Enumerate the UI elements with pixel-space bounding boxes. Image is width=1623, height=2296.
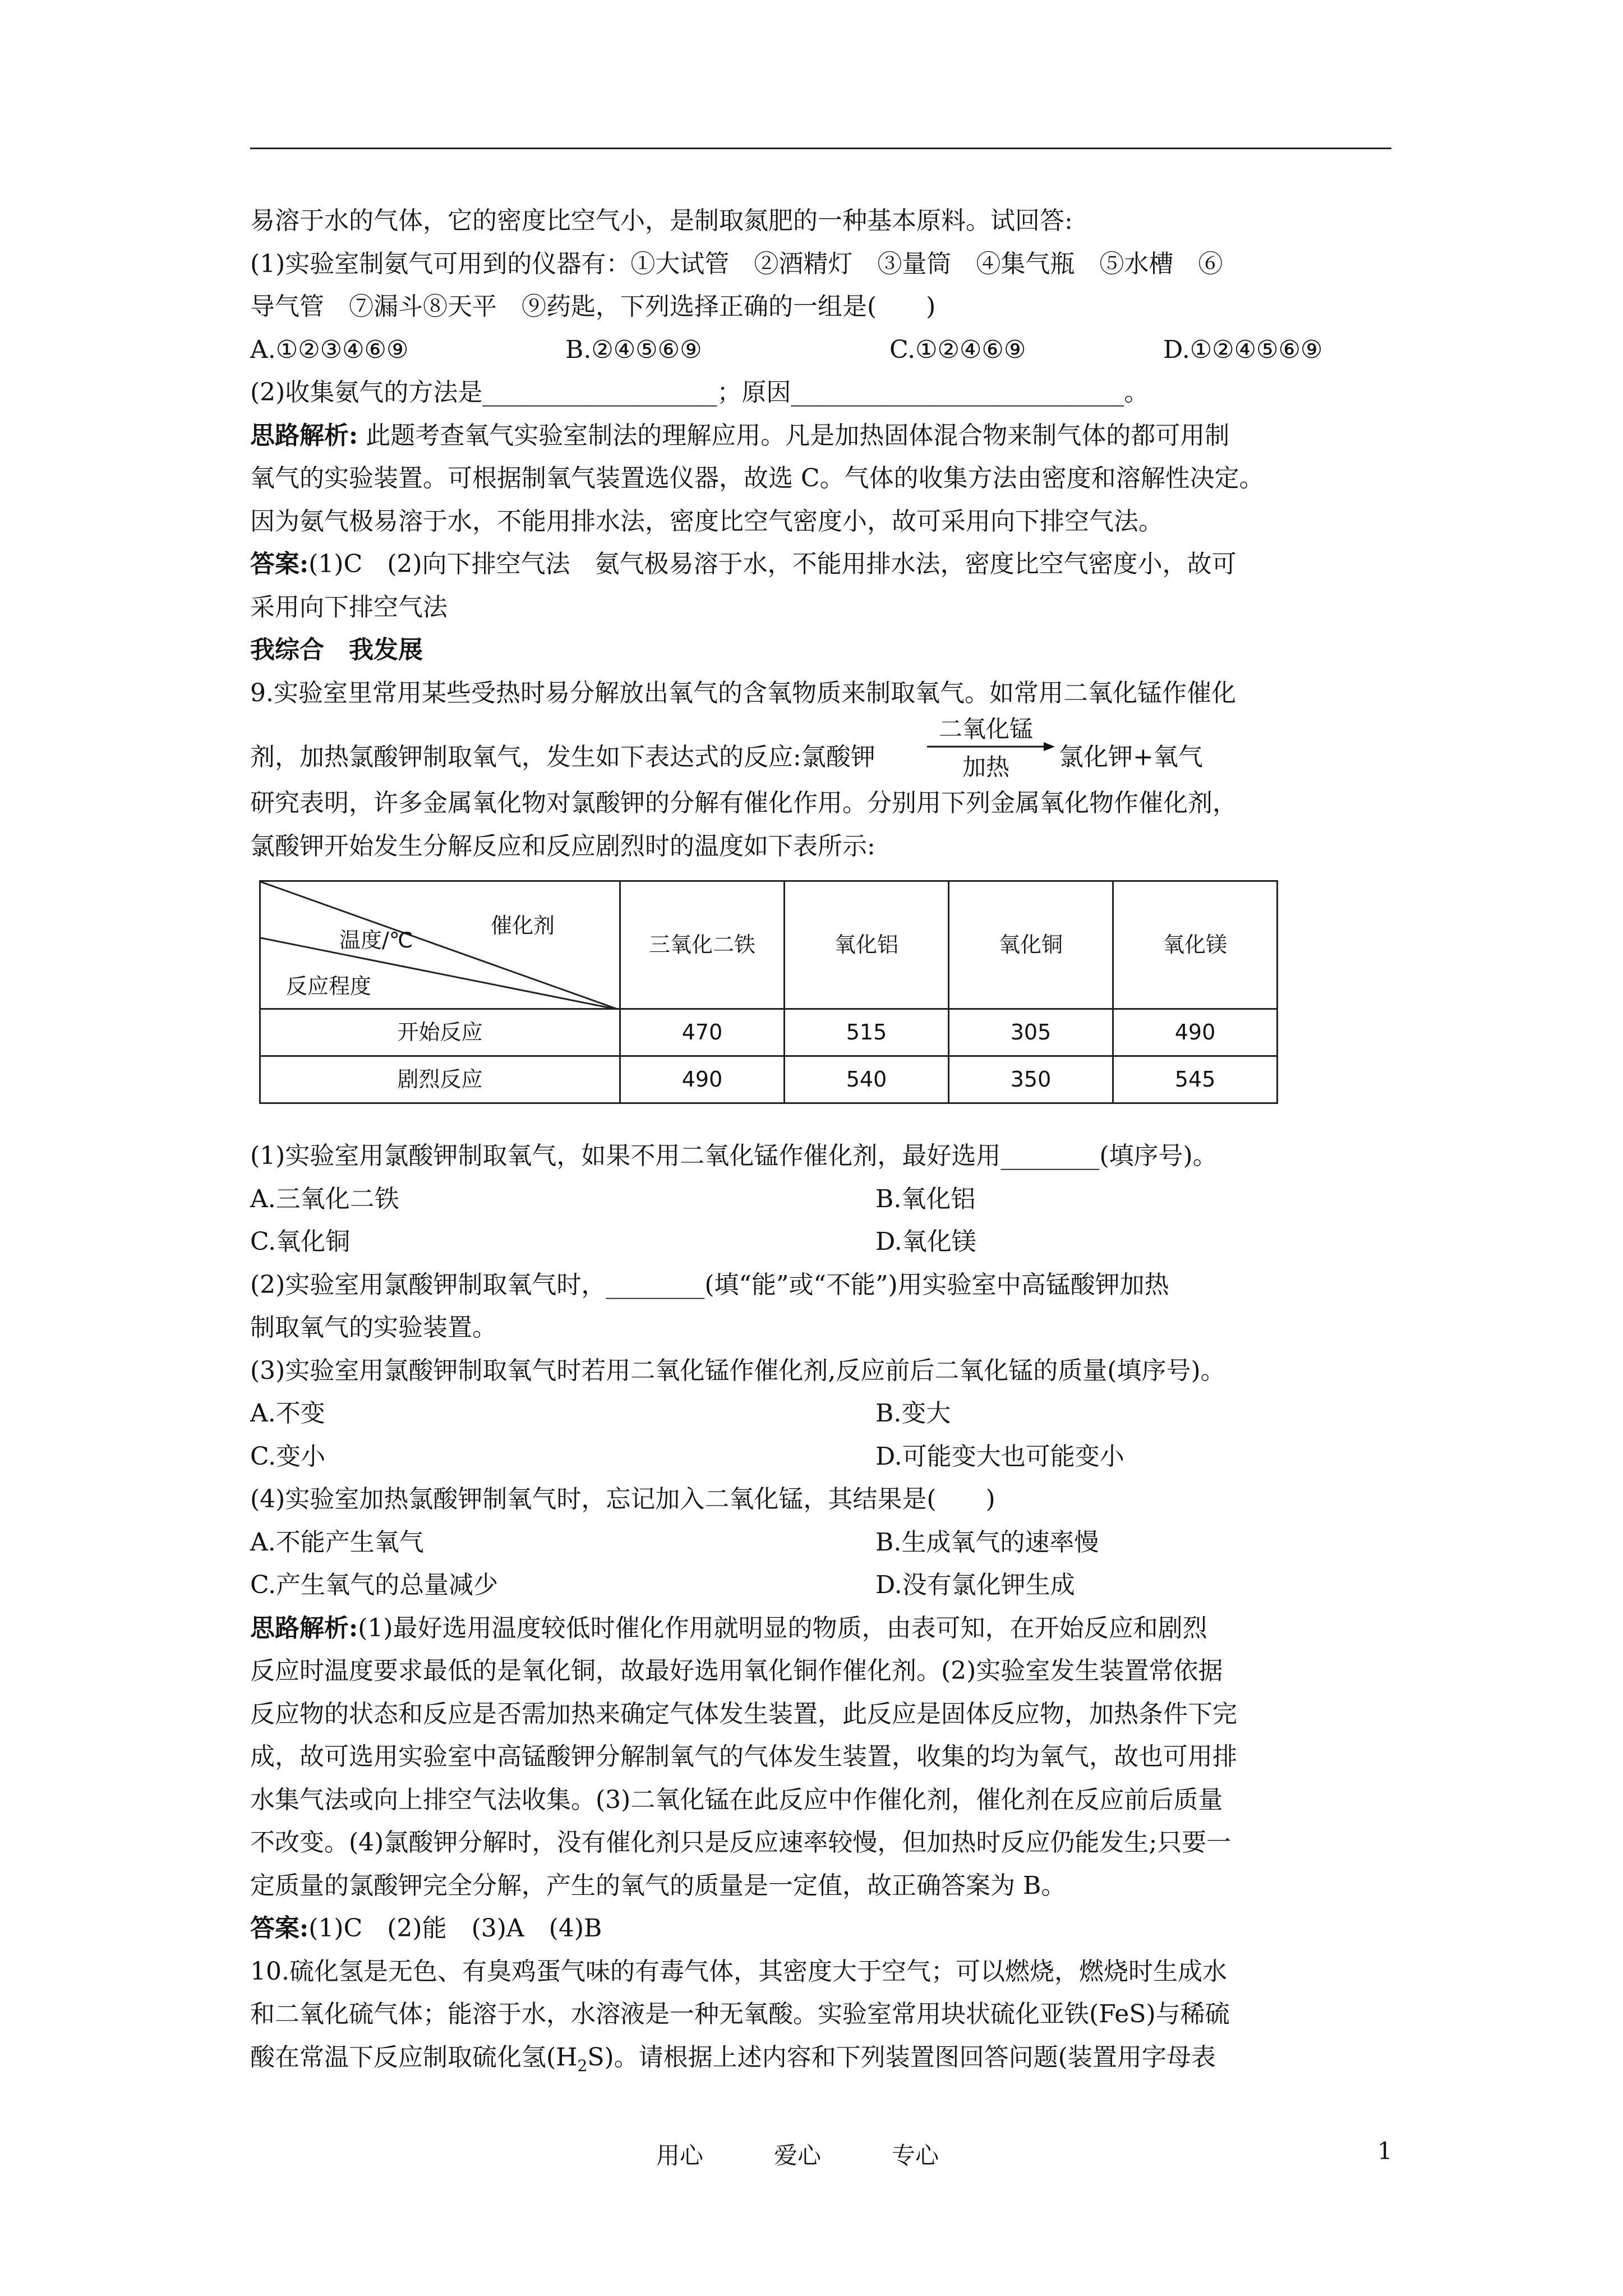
equation-product: 氯化钾+氧气 (1059, 743, 1203, 771)
answer-label: 答案: (250, 550, 309, 578)
q9-part2: (2)实验室用氯酸钾制取氧气时，________(填“能”或“不能”)用实验室中高锰酸钾加热 (250, 1270, 1169, 1299)
q9-part2: 制取氧气的实验装置。 (250, 1313, 497, 1342)
answer-line: 采用向下排空气法 (250, 592, 448, 622)
analysis-line: 水集气法或向上排空气法收集。(3)二氧化锰在此反应中作催化剂，催化剂在反应前后质量 (250, 1785, 1223, 1814)
reaction-arrow (927, 715, 1056, 782)
analysis-line: 思路解析: 此题考查氧气实验室制法的理解应用。凡是加热固体混合物来制气体的都可用制 (250, 421, 1230, 450)
column-header: 氧化铝 (785, 881, 949, 1009)
analysis-line: 不改变。(4)氯酸钾分解时，没有催化剂只是反应速率较慢，但加热时反应仍能发生;只要一 (250, 1828, 1232, 1857)
option-c: C.①②④⑥⑨ (889, 335, 1026, 364)
column-header: 三氧化二铁 (620, 881, 785, 1009)
analysis-line: 氧气的实验装置。可根据制氧气装置选仪器，故选 C。气体的收集方法由密度和溶解性决定。 (250, 464, 1264, 493)
header-rule (250, 148, 1391, 149)
option-row: C.变小 D.可能变大也可能变小 (250, 1442, 1124, 1471)
header-degree: 反应程度 (286, 974, 372, 999)
q9-part1: (1)实验室用氯酸钾制取氧气，如果不用二氧化锰作催化剂，最好选用________(填序号)。 (250, 1142, 1218, 1170)
q9-part4: (4)实验室加热氯酸钾制氧气时，忘记加入二氧化锰，其结果是( ) (250, 1485, 995, 1513)
arrow-condition-above: 二氧化锰 (938, 715, 1034, 743)
q10-line: 10.硫化氢是无色、有臭鸡蛋气味的有毒气体，其密度大于空气；可以燃烧，燃烧时生成水 (250, 1957, 1227, 1986)
page-content (250, 200, 1394, 2079)
text-line: 导气管 ⑦漏斗⑧天平 ⑨药匙，下列选择正确的一组是( ) (250, 292, 936, 321)
answer-line: 答案:(1)C (2)向下排空气法 氨气极易溶于水，不能用排水法，密度比空气密度小，故可 (250, 550, 1237, 578)
column-header: 氧化铜 (949, 881, 1113, 1009)
table-cell: 540 (785, 1056, 949, 1103)
subscript: 2 (577, 2056, 588, 2075)
table-cell: 350 (949, 1056, 1113, 1103)
option-row: A.三氧化二铁 B.氧化铝 (250, 1184, 976, 1213)
table-cell: 545 (1113, 1056, 1278, 1103)
catalyst-table-wrap (250, 868, 1394, 1135)
q9-line: 9.实验室里常用某些受热时易分解放出氧气的含氧物质来制取氧气。如常用二氧化锰作催化 (250, 678, 1236, 707)
analysis-line: 因为氨气极易溶于水，不能用排水法，密度比空气密度小，故可采用向下排空气法。 (250, 507, 1163, 536)
analysis-line: 反应时温度要求最低的是氧化铜，故最好选用氧化铜作催化剂。(2)实验室发生装置常依据 (250, 1657, 1223, 1685)
analysis-line: 反应物的状态和反应是否需加热来确定气体发生装置，此反应是固体反应物，加热条件下完 (250, 1699, 1237, 1728)
footer-slogan: 用心 爱心 专心 (656, 2142, 939, 2169)
row-label: 剧烈反应 (260, 1056, 620, 1103)
table-cell: 470 (620, 1009, 785, 1056)
section-title: 我综合 我发展 (250, 636, 423, 664)
analysis-line: 思路解析:(1)最好选用温度较低时催化作用就明显的物质，由表可知，在开始反应和剧烈 (250, 1613, 1207, 1642)
analysis-label: 思路解析: (250, 421, 358, 450)
header-catalyst: 催化剂 (491, 913, 555, 938)
q10-line: 和二氧化硫气体；能溶于水，水溶液是一种无氧酸。实验室常用块状硫化亚铁(FeS)与稀硫 (250, 2000, 1230, 2028)
table-cell: 490 (1113, 1009, 1278, 1056)
option-a: A.①②③④⑥⑨ (250, 335, 409, 364)
option-d: D.①②④⑤⑥⑨ (1163, 335, 1323, 364)
q8-part2: (2)收集氨气的方法是___________________；原因___________________________。 (250, 378, 1149, 407)
column-header: 氧化镁 (1113, 881, 1278, 1009)
option-row: A.不能产生氧气 B.生成氧气的速率慢 (250, 1527, 1099, 1557)
reaction-equation (250, 715, 1394, 782)
header-temp: 温度/℃ (339, 928, 413, 953)
option-row: C.氧化铜 D.氧化镁 (250, 1227, 976, 1256)
catalyst-table (259, 880, 1278, 1104)
q9-line: 氯酸钾开始发生分解反应和反应剧烈时的温度如下表所示: (250, 831, 875, 861)
q9-line: 研究表明，许多金属氧化物对氯酸钾的分解有催化作用。分别用下列金属氧化物作催化剂， (250, 789, 1237, 817)
table-row (260, 1009, 1278, 1056)
table-cell: 515 (785, 1009, 949, 1056)
answer-label: 答案: (250, 1914, 309, 1943)
page-number: 1 (1377, 2137, 1393, 2165)
q10-line: 酸在常温下反应制取硫化氢$(H_2S)$。请根据上述内容和下列装置图回答问题(装置用字母表 (250, 2042, 1216, 2075)
row-label: 开始反应 (260, 1009, 620, 1056)
analysis-line: 成，故可选用实验室中高锰酸钾分解制氧气的气体发生装置，收集的均为氧气，故也可用排 (250, 1742, 1237, 1771)
q8-options (250, 329, 1394, 372)
table-cell: 305 (949, 1009, 1113, 1056)
text-line: 易溶于水的气体，它的密度比空气小，是制取氮肥的一种基本原料。试回答: (250, 206, 1073, 235)
table-cell: 490 (620, 1056, 785, 1103)
diagonal-header-cell (260, 881, 620, 1009)
option-b: B.②④⑤⑥⑨ (565, 335, 702, 364)
table-row (260, 1056, 1278, 1103)
option-row: A.不变 B.变大 (250, 1399, 951, 1428)
analysis-line: 定质量的氯酸钾完全分解，产生的氧气的质量是一定值，故正确答案为 B。 (250, 1871, 1066, 1900)
answer-line: 答案:(1)C (2)能 (3)A (4)B (250, 1914, 602, 1943)
arrow-condition-below: 加热 (962, 753, 1010, 781)
option-row: C.产生氧气的总量减少 D.没有氯化钾生成 (250, 1571, 1075, 1599)
equation-reactant: 剂，加热氯酸钾制取氧气，发生如下表达式的反应:氯酸钾 (250, 743, 875, 771)
text-line: (1)实验室制氨气可用到的仪器有：①大试管 ②酒精灯 ③量筒 ④集气瓶 ⑤水槽 ⑥ (250, 249, 1223, 278)
q9-part3: (3)实验室用氯酸钾制取氧气时若用二氧化锰作催化剂,反应前后二氧化锰的质量(填序号)。 (250, 1356, 1225, 1385)
analysis-label: 思路解析: (250, 1613, 358, 1642)
